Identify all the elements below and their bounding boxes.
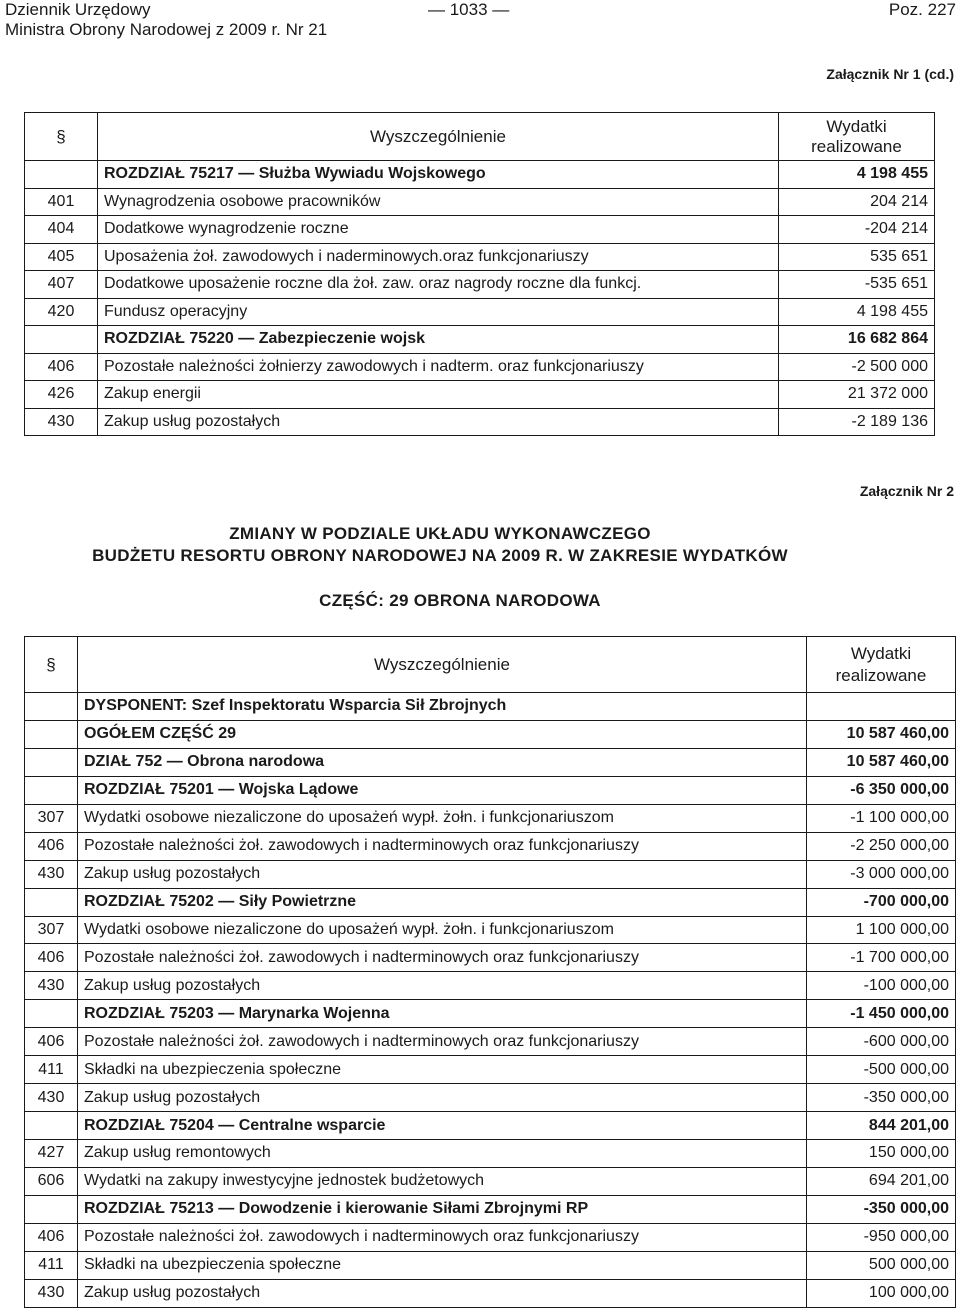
cell-amount: 21 372 000 [779, 381, 935, 409]
cell-par: 307 [25, 916, 78, 944]
section-row [25, 1195, 956, 1223]
cell-desc: Składki na ubezpieczenia społeczne [78, 1056, 807, 1084]
section-row [25, 161, 935, 189]
cell-par [25, 693, 78, 721]
table-row [25, 1167, 956, 1195]
table-row [25, 188, 935, 216]
table-row [25, 216, 935, 244]
ministry-title: Ministra Obrony Narodowej z 2009 r. Nr 21 [5, 20, 328, 39]
cell-desc: Zakup usług remontowych [78, 1140, 807, 1168]
cell-par: 407 [25, 271, 98, 299]
annex2-title-line2: BUDŻETU RESORTU OBRONY NARODOWEJ NA 2009 R. W ZAKRESIE WYDATKÓW [92, 546, 788, 565]
cell-desc: ROZDZIAŁ 75202 — Siły Powietrzne [78, 888, 807, 916]
cell-desc: Zakup usług pozostałych [78, 1279, 807, 1307]
cell-amount: 500 000,00 [807, 1251, 956, 1279]
cell-desc: DYSPONENT: Szef Inspektoratu Wsparcia Sił Zbrojnych [78, 693, 807, 721]
cell-desc: ROZDZIAŁ 75220 — Zabezpieczenie wojsk [98, 326, 779, 354]
table-row [25, 972, 956, 1000]
cell-desc: Pozostałe należności żoł. zawodowych i nadterminowych oraz funkcjonariuszy [78, 1028, 807, 1056]
table-row [25, 1223, 956, 1251]
cell-desc: ROZDZIAŁ 75217 — Służba Wywiadu Wojskowego [98, 161, 779, 189]
cell-amount: -500 000,00 [807, 1056, 956, 1084]
col-header-amount-l2: realizowane [811, 136, 902, 156]
cell-amount: -2 250 000,00 [807, 832, 956, 860]
table-row [25, 1279, 956, 1307]
annex1-table-body [25, 161, 935, 436]
cell-par: 406 [25, 944, 78, 972]
cell-amount: 694 201,00 [807, 1167, 956, 1195]
annex2-table [24, 636, 956, 1308]
col-header-amount [779, 113, 935, 161]
cell-par: 406 [25, 353, 98, 381]
cell-par: 411 [25, 1056, 78, 1084]
cell-desc: Uposażenia żoł. zawodowych i naderminowych.oraz funkcjonariuszy [98, 243, 779, 271]
annex2-part-title: CZĘŚĆ: 29 OBRONA NARODOWA [319, 591, 601, 610]
cell-par [25, 326, 98, 354]
table-row [25, 1084, 956, 1112]
table-row [25, 860, 956, 888]
table-row [25, 353, 935, 381]
cell-amount: -1 700 000,00 [807, 944, 956, 972]
col-header-desc: Wyszczególnienie [98, 113, 779, 161]
cell-desc: DZIAŁ 752 — Obrona narodowa [78, 748, 807, 776]
cell-par [25, 1112, 78, 1140]
col2-header-par: § [25, 637, 78, 693]
section-row [25, 1000, 956, 1028]
table-row [25, 271, 935, 299]
table-row [25, 1140, 956, 1168]
col2-header-desc: Wyszczególnienie [78, 637, 807, 693]
cell-desc: ROZDZIAŁ 75213 — Dowodzenie i kierowanie Siłami Zbrojnymi RP [78, 1195, 807, 1223]
cell-amount: -204 214 [779, 216, 935, 244]
page-number: — 1033 — [428, 0, 510, 19]
cell-desc: Dodatkowe uposażenie roczne dla żoł. zaw. oraz nagrody roczne dla funkcj. [98, 271, 779, 299]
table-row [25, 1028, 956, 1056]
cell-amount: -535 651 [779, 271, 935, 299]
table-row [25, 243, 935, 271]
cell-desc: Wynagrodzenia osobowe pracowników [98, 188, 779, 216]
cell-amount: -6 350 000,00 [807, 776, 956, 804]
col-header-par: § [25, 113, 98, 161]
cell-amount: 4 198 455 [779, 161, 935, 189]
table-row [25, 1056, 956, 1084]
cell-desc: Wydatki na zakupy inwestycyjne jednostek budżetowych [78, 1167, 807, 1195]
cell-amount: -100 000,00 [807, 972, 956, 1000]
cell-desc: Zakup energii [98, 381, 779, 409]
cell-amount: 844 201,00 [807, 1112, 956, 1140]
cell-desc: Zakup usług pozostałych [98, 408, 779, 436]
cell-desc: Składki na ubezpieczenia społeczne [78, 1251, 807, 1279]
cell-par [25, 1195, 78, 1223]
cell-amount: 535 651 [779, 243, 935, 271]
table-row [25, 804, 956, 832]
section-row [25, 1112, 956, 1140]
cell-par [25, 1000, 78, 1028]
cell-amount: -350 000,00 [807, 1195, 956, 1223]
table-row [25, 381, 935, 409]
cell-par: 406 [25, 832, 78, 860]
section-row [25, 693, 956, 721]
cell-amount: -3 000 000,00 [807, 860, 956, 888]
cell-desc: ROZDZIAŁ 75201 — Wojska Lądowe [78, 776, 807, 804]
cell-par: 606 [25, 1167, 78, 1195]
journal-title: Dziennik Urzędowy [5, 0, 151, 19]
cell-par [25, 720, 78, 748]
table-row [25, 944, 956, 972]
cell-desc: Pozostałe należności żoł. zawodowych i nadterminowych oraz funkcjonariuszy [78, 944, 807, 972]
annex2-label: Załącznik Nr 2 [859, 483, 954, 499]
col2-header-amount-l2: realizowane [835, 665, 927, 685]
cell-amount: 10 587 460,00 [807, 748, 956, 776]
cell-desc: Zakup usług pozostałych [78, 1084, 807, 1112]
cell-amount: 4 198 455 [779, 298, 935, 326]
cell-desc: Pozostałe należności żołnierzy zawodowych i nadterm. oraz funkcjonariuszy [98, 353, 779, 381]
table-row [25, 408, 935, 436]
cell-par: 426 [25, 381, 98, 409]
cell-desc: Zakup usług pozostałych [78, 860, 807, 888]
cell-amount: -350 000,00 [807, 1084, 956, 1112]
cell-amount: -1 450 000,00 [807, 1000, 956, 1028]
annex1-label: Załącznik Nr 1 (cd.) [826, 66, 954, 82]
cell-desc: ROZDZIAŁ 75204 — Centralne wsparcie [78, 1112, 807, 1140]
cell-par: 430 [25, 408, 98, 436]
annex1-table [24, 112, 935, 436]
cell-par: 430 [25, 972, 78, 1000]
cell-amount: 1 100 000,00 [807, 916, 956, 944]
cell-par: 307 [25, 804, 78, 832]
cell-par: 430 [25, 860, 78, 888]
table-row [25, 916, 956, 944]
section-row [25, 748, 956, 776]
cell-par: 420 [25, 298, 98, 326]
cell-par: 405 [25, 243, 98, 271]
cell-par: 406 [25, 1028, 78, 1056]
cell-par: 430 [25, 1084, 78, 1112]
cell-desc: Pozostałe należności żoł. zawodowych i nadterminowych oraz funkcjonariuszy [78, 1223, 807, 1251]
annex2-title-line1: ZMIANY W PODZIALE UKŁADU WYKONAWCZEGO [229, 524, 651, 543]
section-row [25, 888, 956, 916]
cell-par: 401 [25, 188, 98, 216]
cell-desc: Wydatki osobowe niezaliczone do uposażeń wypł. żołn. i funkcjonariuszom [78, 804, 807, 832]
annex2-table-body [25, 693, 956, 1308]
cell-amount: 204 214 [779, 188, 935, 216]
cell-amount: 16 682 864 [779, 326, 935, 354]
cell-amount: -2 500 000 [779, 353, 935, 381]
cell-par: 430 [25, 1279, 78, 1307]
cell-amount: 150 000,00 [807, 1140, 956, 1168]
table-row [25, 832, 956, 860]
cell-desc: ROZDZIAŁ 75203 — Marynarka Wojenna [78, 1000, 807, 1028]
cell-desc: Pozostałe należności żoł. zawodowych i nadterminowych oraz funkcjonariuszy [78, 832, 807, 860]
cell-desc: Dodatkowe wynagrodzenie roczne [98, 216, 779, 244]
cell-par: 427 [25, 1140, 78, 1168]
cell-amount: -2 189 136 [779, 408, 935, 436]
section-row [25, 776, 956, 804]
col2-header-amount [807, 637, 956, 693]
cell-amount: -1 100 000,00 [807, 804, 956, 832]
cell-par: 406 [25, 1223, 78, 1251]
cell-amount: -700 000,00 [807, 888, 956, 916]
cell-par: 411 [25, 1251, 78, 1279]
cell-desc: Wydatki osobowe niezaliczone do uposażeń wypł. żołn. i funkcjonariuszom [78, 916, 807, 944]
section-row [25, 326, 935, 354]
section-row [25, 720, 956, 748]
cell-desc: OGÓŁEM CZĘŚĆ 29 [78, 720, 807, 748]
cell-amount: 10 587 460,00 [807, 720, 956, 748]
table-row [25, 1251, 956, 1279]
cell-amount [807, 693, 956, 721]
cell-par [25, 888, 78, 916]
cell-par [25, 748, 78, 776]
cell-desc: Zakup usług pozostałych [78, 972, 807, 1000]
cell-par: 404 [25, 216, 98, 244]
cell-par [25, 161, 98, 189]
cell-amount: -950 000,00 [807, 1223, 956, 1251]
position-number: Poz. 227 [888, 0, 956, 19]
col-header-amount-l1: Wydatki [826, 116, 887, 136]
cell-amount: 100 000,00 [807, 1279, 956, 1307]
cell-amount: -600 000,00 [807, 1028, 956, 1056]
table-row [25, 298, 935, 326]
col2-header-amount-l1: Wydatki [850, 643, 912, 663]
cell-par [25, 776, 78, 804]
cell-desc: Fundusz operacyjny [98, 298, 779, 326]
